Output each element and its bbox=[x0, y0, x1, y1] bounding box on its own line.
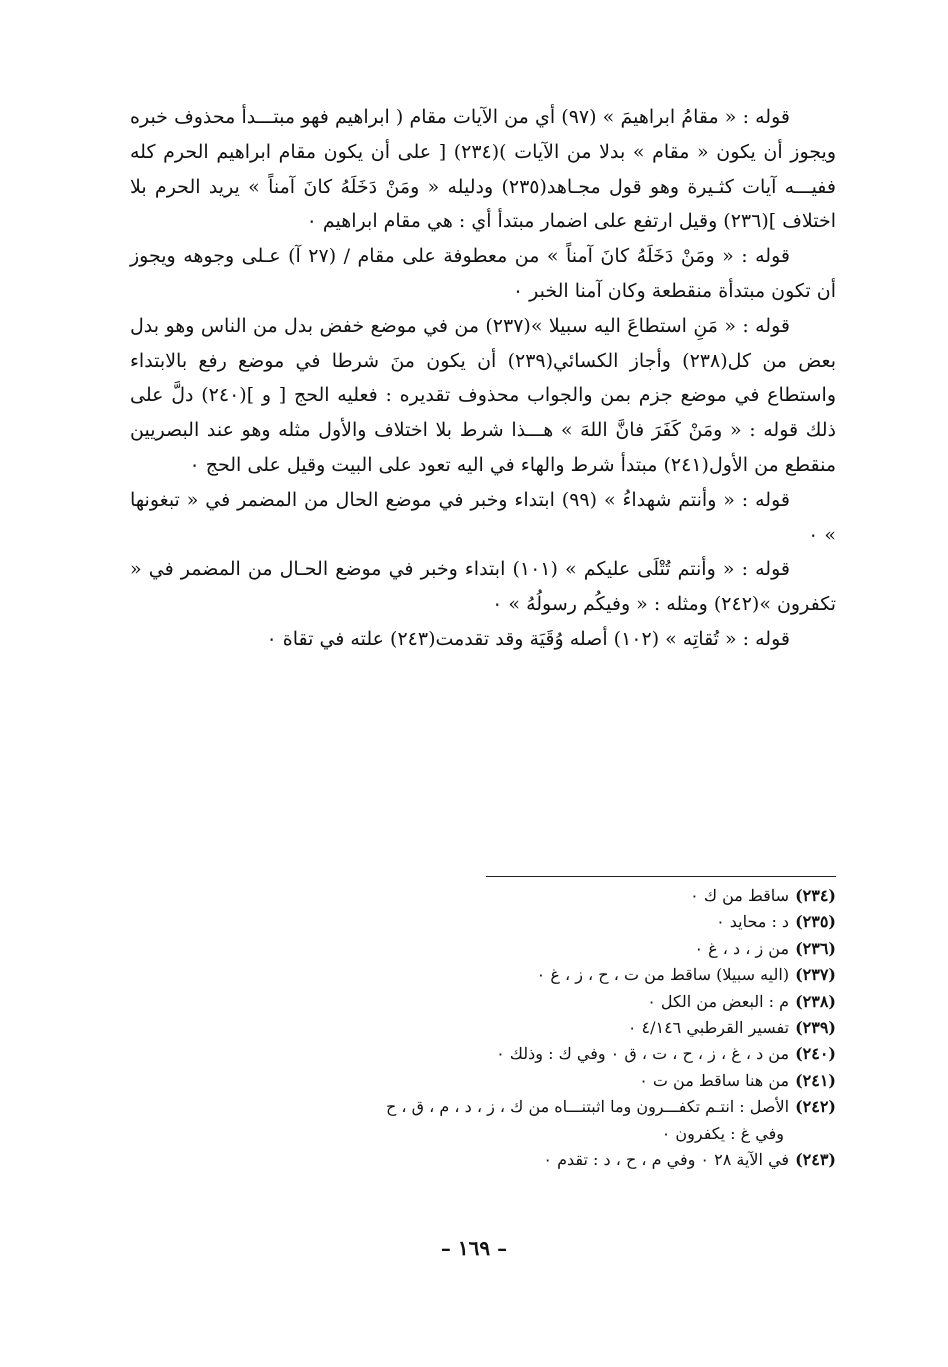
paragraph: قوله : « ومَنْ دَخَلَهُ كانَ آمناً » من معطوفة على مقام / (٢٧ آ) عـلى وجوهه ويجوز أن تكون مبتدأة منقطعة وكان آمنا الخبر ٠ bbox=[130, 245, 836, 302]
footnote-text: (اليه سبيلا) ساقط من ت ، ح ، ز ، غ ٠ bbox=[536, 965, 790, 985]
paragraph: قوله : « مَنِ استطاعَ اليه سبيلا »(٢٣٧) من في موضع خفض بدل من الناس وهو بدل بعض من كل(٢٣٨) وأجاز الكسائي(٢٣٩) أن يكون منَ شرطا في موضع رفع بالابتداء واستطاع في موضع جزم بمن والجواب محذوف تقديره : فعليه الحج [ و ](٢٤٠) دلَّ على ذلك قوله : « ومَنْ كَفَرَ فانَّ اللهَ » هـــذا شرط بلا اختلاف والأول مثله وهو عند البصريين منقطع من الأول(٢٤١) مبتدأ شرط والهاء في اليه تعود على البيت وقيل على الحج ٠ bbox=[130, 314, 836, 476]
footnote-continuation: وفي غ : يكفرون ٠ bbox=[661, 1123, 784, 1143]
footnote-text: من هنا ساقط من ت ٠ bbox=[639, 1070, 790, 1090]
footnote-text: من ز ، د ، غ ٠ bbox=[694, 938, 790, 958]
paragraph: قوله : « وأنتم تُتْلَى عليكم » (١٠١) ابتداء وخبر في موضع الحـال من المضمر في « تكفرون »(٢٤٢) ومثله : « وفيكُم رسولُهُ » ٠ bbox=[130, 558, 836, 616]
footnote-text: ساقط من ك ٠ bbox=[690, 886, 790, 905]
footnote-number: (٢٤١) bbox=[795, 1070, 836, 1090]
paragraph: قوله : « وأنتم شهداءُ » (٩٩) ابتداء وخبر في موضع الحال من المضمر في « تبغونها » ٠ bbox=[130, 488, 836, 546]
footnote bbox=[130, 909, 836, 935]
footnote-text: م : البعض من الكل ٠ bbox=[647, 991, 790, 1011]
footnote bbox=[130, 962, 836, 988]
footnote bbox=[130, 1015, 836, 1041]
footnote-text: من د ، غ ، ز ، ح ، ت ، ق ٠ وفي ك : وذلك ٠ bbox=[496, 1044, 790, 1064]
paragraph: قوله : « تُقاتِه » (١٠٢) أصله وُقَيَة وقد تقدمت(٢٤٣) علته في تقاة ٠ bbox=[266, 627, 790, 650]
footnote-number: (٢٣٧) bbox=[795, 965, 836, 985]
footnote-number: (٢٤٢) bbox=[795, 1097, 836, 1117]
footnote-number: (٢٣٩) bbox=[795, 1018, 836, 1038]
footnote-text: في الآية ٢٨ ٠ وفي م ، ح ، د : تقدم ٠ bbox=[543, 1150, 790, 1170]
paragraph: قوله : « مقامُ ابراهيمَ » (٩٧) أي من الآيات مقام ( ابراهيم فهو مبتـــدأ محذوف خبره ويجوز أن يكون « مقام » بدلا من الآيات )(٢٣٤) [ على أن يكون مقام ابراهيم الحرم كله ففيـــه آيات كثـيرة وهو قول مجـاهد(٢٣٥) ودليله « ومَنْ دَخَلَهُ كانَ آمناً » يريد الحرم بلا اختلاف ](٢٣٦) وقيل ارتفع على اضمار مبتدأ أي : هي مقام ابراهيم ٠ bbox=[130, 106, 836, 233]
footnote-separator bbox=[486, 876, 836, 877]
page-number: – ١٦٩ – bbox=[440, 1236, 508, 1260]
main-text bbox=[130, 100, 836, 657]
footnote-text: د : محايد ٠ bbox=[716, 912, 790, 932]
footnote-number: (٢٣٦) bbox=[795, 938, 836, 958]
footnote-number: (٢٤٣) bbox=[795, 1150, 836, 1170]
footnote-number: (٢٣٤) bbox=[795, 886, 836, 905]
footnote-text: تفسير القرطبي ٤/١٤٦ ٠ bbox=[627, 1018, 790, 1038]
footnote-number: (٢٣٥) bbox=[795, 912, 836, 932]
footnote bbox=[130, 883, 836, 909]
footnote bbox=[130, 936, 836, 962]
footnote bbox=[130, 989, 836, 1015]
footnote-number: (٢٤٠) bbox=[795, 1044, 836, 1064]
footnote-text: الأصل : انتـم تكفـــرون وما اثبتنـــاه من ك ، ز ، د ، م ، ق ، ح bbox=[385, 1097, 790, 1117]
footnote bbox=[130, 1041, 836, 1067]
footnote bbox=[130, 1147, 836, 1173]
footnote bbox=[130, 1094, 836, 1147]
footnote-number: (٢٣٨) bbox=[795, 991, 836, 1011]
footnotes bbox=[130, 883, 836, 1173]
footnote bbox=[130, 1068, 836, 1094]
